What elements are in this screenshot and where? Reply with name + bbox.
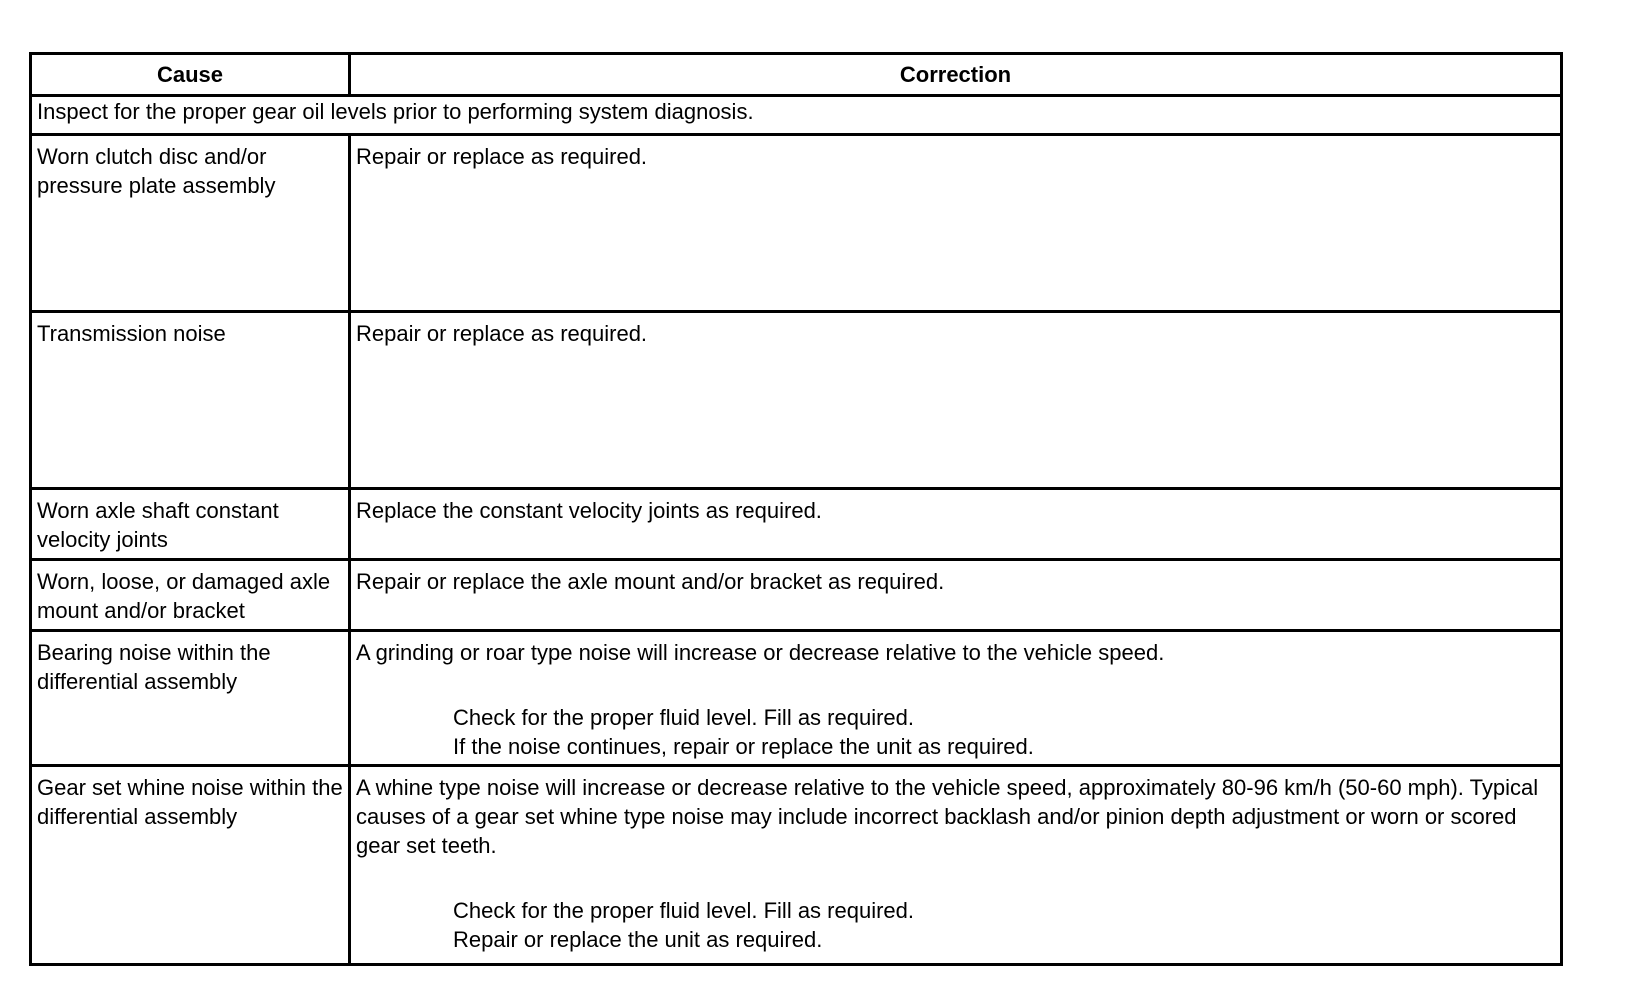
diagnosis-table [29, 52, 1563, 966]
correction-cell: Repair or replace the axle mount and/or bracket as required. [350, 560, 1562, 631]
correction-cell: Repair or replace as required. [350, 135, 1562, 312]
cause-cell: Gear set whine noise within the differential assembly [31, 766, 350, 965]
table-row [31, 631, 1562, 766]
header-cause: Cause [31, 54, 350, 96]
cause-cell: Bearing noise within the differential assembly [31, 631, 350, 766]
table-row [31, 489, 1562, 560]
table-row [31, 766, 1562, 965]
table-row [31, 312, 1562, 489]
cause-cell: Worn axle shaft constant velocity joints [31, 489, 350, 560]
correction-text: A grinding or roar type noise will increase or decrease relative to the vehicle speed. [356, 640, 1165, 665]
table-row [31, 560, 1562, 631]
correction-cell [350, 631, 1562, 766]
step-line: Check for the proper fluid level. Fill as required. [453, 898, 914, 923]
note-row [31, 96, 1562, 135]
table-row [31, 135, 1562, 312]
cause-cell: Worn, loose, or damaged axle mount and/or bracket [31, 560, 350, 631]
step-line: Repair or replace the unit as required. [453, 927, 823, 952]
correction-cell [350, 766, 1562, 965]
correction-text: A whine type noise will increase or decrease relative to the vehicle speed, approximately 80-96 km/h (50-60 mph). Typical causes of a gear set whine type noise may include incorrect backlash and/or pinion depth adjustment or worn or scored gear set teeth. [356, 775, 1539, 858]
spacer [356, 667, 1556, 703]
step-line: If the noise continues, repair or replace the unit as required. [453, 734, 1034, 759]
header-row [31, 54, 1562, 96]
cause-cell: Transmission noise [31, 312, 350, 489]
step-line: Check for the proper fluid level. Fill as required. [453, 705, 914, 730]
correction-cell: Replace the constant velocity joints as required. [350, 489, 1562, 560]
cause-cell: Worn clutch disc and/or pressure plate assembly [31, 135, 350, 312]
spacer [356, 860, 1556, 896]
correction-cell: Repair or replace as required. [350, 312, 1562, 489]
header-correction: Correction [350, 54, 1562, 96]
note-text: Inspect for the proper gear oil levels prior to performing system diagnosis. [31, 96, 1562, 135]
